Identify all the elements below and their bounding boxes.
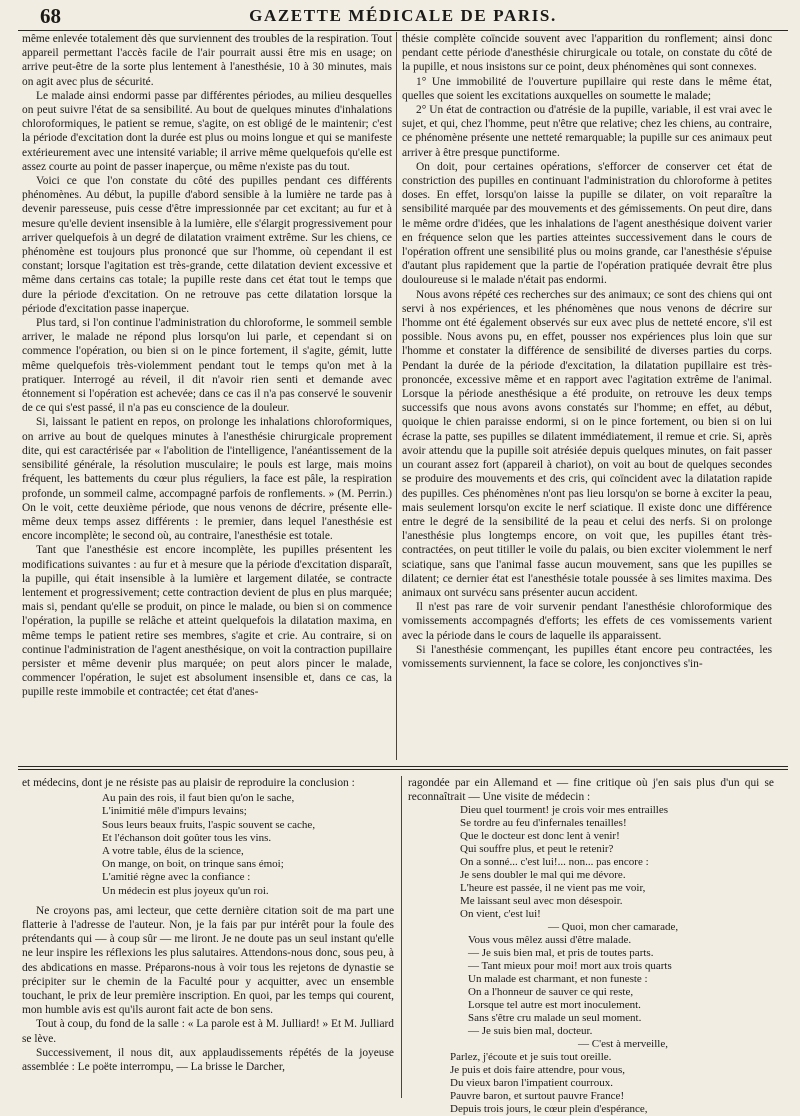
top-right-column — [402, 32, 772, 760]
column-divider — [396, 32, 397, 760]
verse-line: Je sens doubler le mal qui me dévore. — [460, 869, 626, 882]
verse-line: — Je suis bien mal, docteur. — [468, 1025, 593, 1038]
verse-line: On a l'honneur de sauver ce qui reste, — [468, 986, 634, 999]
verse-line: Et l'échanson doit goûter tous les vins. — [102, 831, 272, 844]
paragraph: et médecins, dont je ne résiste pas au plaisir de reproduire la conclusion : — [22, 777, 355, 789]
paragraph: Si, laissant le patient en repos, on prolonge les inhalations chloroformiques, on arrive au bout de quelques minutes à l'anesthésie chirurgicale proprement dite, qui est caractérisée par « l'abolition de l'intelligence, l'anéantissement de la sensibilité générale, la résolution musculaire; le pouls est large, mais moins fréquent, les battements du cœur plus réguliers, la face est pâle, la respiration profonde, un sommeil calme, accompagné parfois de ronflements. » (M. Perrin.) On le voit, cette deuxième période, que nous venons de décrire, présente elle-même deux temps assez différents : le premier, dans lequel l'anesthésie est encore incomplète; le second où, au contraire, l'anesthésie est totale. — [22, 416, 392, 543]
paragraph: Successivement, il nous dit, aux applaudissements répétés de la joyeuse assemblée : Le poëte interrompu, — La brisse le Darcher, — [22, 1046, 394, 1074]
verse-line: A votre table, élus de la science, — [102, 845, 244, 858]
journal-title: GAZETTE MÉDICALE DE PARIS. — [249, 6, 557, 25]
page-header — [18, 2, 788, 31]
verse-line: Vous vous mêlez aussi d'être malade. — [468, 934, 632, 947]
verse-line: — Quoi, mon cher camarade, — [548, 921, 679, 934]
verse-line: On vient, c'est lui! — [460, 908, 541, 921]
verse-line: L'heure est passée, il ne vient pas me voir, — [460, 882, 646, 895]
verse-line: Qui souffre plus, et peut le retenir? — [460, 843, 614, 856]
column-divider — [401, 776, 402, 1098]
verse-line: — Je suis bien mal, et pris de toutes parts. — [468, 947, 654, 960]
paragraph: 1° Une immobilité de l'ouverture pupillaire qui reste dans le même état, quelles que soient les excitations auxquelles on soumette le malade; — [402, 75, 772, 102]
verse-line: Un médecin est plus joyeux qu'un roi. — [102, 884, 269, 897]
verse-line: — Tant mieux pour moi! mort aux trois quarts — [468, 960, 672, 973]
section-divider — [18, 766, 788, 767]
verse-line: Du vieux baron l'impatient courroux. — [450, 1077, 613, 1090]
paragraph: On doit, pour certaines opérations, s'efforcer de conserver cet état de constriction des pupilles en continuant l'administration du chloroforme à petites doses. En effet, lorsqu'on laisse la pupille se dilater, on voit reparaître la sensibilité marquée par des mouvements et des gémissements. On peut dire, dans le même ordre d'idées, que les inhalations de l'agent anesthésique doivent varier en fréquence selon que les parties atteintes successivement dans le cours de l'opération offrent une sensibilité plus ou moins grande, car l'anesthésie s'épuise d'autant plus rapidement que la partie de l'opération pratiquée devrait être plus douloureuse si le malade n'était pas endormi. — [402, 160, 772, 287]
verse-line: Dieu quel tourment! je crois voir mes entrailles — [460, 804, 669, 817]
paragraph: Ne croyons pas, ami lecteur, que cette dernière citation soit de ma part une flatterie à l'adresse de l'auteur. Non, je la fais par pur intérêt pour la foule des prétendants qui — à coup sûr — me liront. Je ne doute pas un seul instant qu'elle ne leur inspire les réflexions les plus salutaires. Attendons-nous donc, sous peu, à des abdications en masse. Préparons-nous à voir tous les rejetons de dynastie se précipiter sur le chemin de la Faculté pour y acquitter, avec un ensemble touchant, le prix de leur première inscription. En quoi, par les temps qui courent, mon humble avis est qu'ils auront fait acte de bon sens. — [22, 904, 394, 1017]
feuilleton-right-column — [408, 776, 774, 1116]
paragraph: Plus tard, si l'on continue l'administration du chloroforme, le sommeil semble arriver, le malade ne répond plus lorsqu'on lui parle, et cependant si on commence l'opération, ou bien si on le pince fortement, il s'agite, gémit, lutte même quelquefois très-violemment pendant tout le temps qu'on met à la pratiquer. Interrogé au réveil, il dit n'avoir rien senti et demande avec étonnement si l'opération est achevée; dans ce cas il n'a pas conservé le souvenir de ce qui s'est passé, il n'a pas eu conscience de la douleur. — [22, 317, 392, 415]
verse-line: L'inimitié mêle d'impurs levains; — [102, 805, 247, 818]
paragraph: ragondée par ein Allemand et — fine critique où j'en sais plus d'un qui se reconnaîtrait — Une visite de médecin : — [408, 777, 774, 804]
paragraph: Si l'anesthésie commençant, les pupilles étant encore peu contractées, les vomissements surviennent, la face se colore, les conjonctives s'in- — [402, 643, 772, 670]
verse-line: Que le docteur est donc lent à venir! — [460, 830, 620, 843]
verse-line: On mange, on boit, on trinque sans émoi; — [102, 858, 284, 871]
poem-stanza — [22, 792, 394, 898]
verse-line: Sous leurs beaux fruits, l'aspic souvent se cache, — [102, 818, 316, 831]
paragraph: Tout à coup, du fond de la salle : « La parole est à M. Julliard! » Et M. Julliard se lève. — [22, 1018, 394, 1045]
verse-line: Depuis trois jours, le cœur plein d'espérance, — [450, 1103, 648, 1116]
poem-dialogue — [408, 804, 774, 1116]
verse-line: Se tordre au feu d'infernales tenailles! — [460, 817, 627, 830]
verse-line: Me laissant seul avec mon désespoir. — [460, 895, 623, 908]
verse-line: Un malade est charmant, et non funeste : — [468, 973, 648, 986]
verse-line: Parlez, j'écoute et je suis tout oreille. — [450, 1051, 612, 1064]
paragraph: Le malade ainsi endormi passe par différentes périodes, au milieu desquelles on peut suivre l'état de sa sensibilité. Au bout de quelques minutes d'inhalations chloroformiques, le patient se remue, s'agite, on est obligé de le maintenir; c'est la période d'excitation dont la durée est plus ou moins longue et qui se manifeste extérieurement avec une intensité variable; il arrive même quelquefois qu'elle est assez courte au point de passer inaperçue, ou même n'existe pas du tout. — [22, 89, 392, 173]
paragraph: 2° Un état de contraction ou d'atrésie de la pupille, variable, il est vrai avec le sujet, et qui, chez l'homme, peut n'être que relative; chez les chiens, au contraire, ce phénomène présente une netteté remarquable; la pupille sur ces animaux peut arriver à être presque punctiforme. — [402, 104, 772, 159]
paragraph: même enlevée totalement dès que surviennent des troubles de la respiration. Tout appareil permettant l'accès facile de l'air pourrait aussi être mis en usage; on arrive peut-être de la sorte plus lentement à l'anesthésie, 10 à 30 minutes, mais on agit avec plus de sécurité. — [22, 33, 392, 88]
paragraph: Nous avons répété ces recherches sur des animaux; ce sont des chiens qui ont servi à nos expériences, et les phénomènes que nous venons de décrire sur l'homme ont été également observés sur eux avec plus de netteté encore, s'il est possible. Nous avons pu, en effet, pousser nos expériences plus loin que sur l'homme et constater la différence de sensibilité de diverses parties du corps. Pendant la durée de la période d'excitation, la dilatation pupillaire est très-prononcée, excessive même et en rapport avec l'agitation extrême de l'animal. Lorsque la période anesthésique a été produite, on retrouve les deux temps successifs que nous avons avons constatés sur l'homme; en effet, au début, quoique le chien paraisse endormi, si on le pince fortement, ou bien si on lui écrase la patte, ses pupilles se dilatent immédiatement, il remue et crie. Si, après avoir attendu que la pupille soit atrésiée depuis quelques minutes, on fait passer un courant assez fort (appareil à chariot), on voit au bout de quelques secondes se produire des mouvements et des cris, qui coïncident avec la dilatation rapide des pupilles. Ces phénomènes n'ont pas lieu lorsqu'on se borne à exciter la peau, mais seulement lorsqu'on excite le nerf sciatique. Il existe donc une différence entre le degré de la sensibilité de la peau et celui des nerfs. Si on prolonge l'anesthésie plus longtemps encore, on voit que, les pupilles étant très-contractées, on peut titiller le voile du palais, ou bien exciter violemment le nerf sciatique, sans que l'animal fasse aucun mouvement, sans que les pupilles se dilatent; ce dernier état est l'anesthésie totale poussée à ses limites maxima. Des animaux ont survécu sans présenter aucun accident. — [402, 288, 772, 599]
top-left-column — [22, 32, 392, 760]
verse-line: Pauvre baron, et surtout pauvre France! — [450, 1090, 625, 1103]
verse-line: Je puis et dois faire attendre, pour vous, — [450, 1064, 626, 1077]
paragraph: Tant que l'anesthésie est encore incomplète, les pupilles présentent les modifications suivantes : au fur et à mesure que la période d'excitation disparaît, la pupille, qui était insensible à la lumière et largement dilatée, se contracte lentement et progressivement; cette contraction devient de plus en plus marquée; mais si, pendant qu'elle se produit, on pince le malade, ou bien si on commence l'opération, la pupille se relâche et atteint quelquefois la dilatation maxima, en même temps le patient retire ses membres, s'agite et crie. Au contraire, si on continue l'administration de l'agent anesthésique, on voit la contraction pupillaire persister et même devenir plus marquée; on peut alors pincer le malade, commencer l'opération, le sujet est absolument insensible et, dans ce cas, la pupille reste immobile et contractée; cet état d'anes- — [22, 544, 392, 699]
verse-line: On a sonné... c'est lui!... non... pas encore : — [460, 856, 649, 869]
verse-line: Sans s'être cru malade un seul moment. — [468, 1012, 642, 1025]
feuilleton-left-column — [22, 776, 394, 1098]
verse-line: L'amitié règne avec la confiance : — [102, 871, 251, 884]
verse-line: — C'est à merveille, — [578, 1038, 668, 1051]
paragraph: thésie complète coïncide souvent avec l'apparition du ronflement; ainsi donc pendant cette période d'anesthésie chirurgicale ou totale, on constate du côté de la pupille, et nous insistons sur ce point, deux phénomènes qui sont connexes. — [402, 33, 772, 74]
verse-line: Au pain des rois, il faut bien qu'on le sache, — [102, 792, 295, 805]
page-number: 68 — [40, 4, 61, 28]
paragraph: Voici ce que l'on constate du côté des pupilles pendant ces différents phénomènes. Au début, la pupille d'abord sensible à la lumière ne tarde pas à devenir paresseuse, puis cesse d'être impressionnée par cet excitant; au fur et à mesure qu'elle devient insensible à la lumière, elle s'élargit progressivement pour arriver quelquefois à un degré de dilatation vraiment extrême. Sur les chiens, ce phénomène est toujours plus prononcé que sur l'homme, où cependant il est constant; lorsque l'agitation est très-grande, cette dilatation devient excessive et même dans certains cas totale; la pupille reste dans cet état tout le temps que dure la période d'excitation. On ne retrouve pas cette dilatation lorsque la période d'excitation passe inaperçue. — [22, 175, 392, 315]
verse-line: Lorsque tel autre est mort inoculement. — [468, 999, 641, 1012]
paragraph: Il n'est pas rare de voir survenir pendant l'anesthésie chloroformique des vomissements accompagnés d'efforts; les effets de ces vomissements varient avec la période dans le cours de laquelle ils apparaissent. — [402, 601, 772, 642]
section-divider — [18, 769, 788, 770]
